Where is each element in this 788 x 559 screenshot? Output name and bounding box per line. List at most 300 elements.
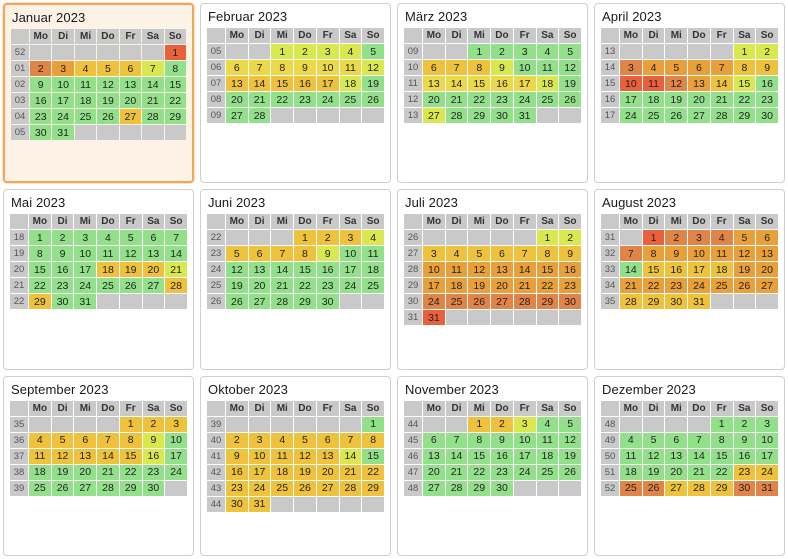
day-cell[interactable]: 27 (143, 278, 165, 293)
day-cell[interactable]: 16 (317, 262, 339, 277)
day-cell[interactable]: 3 (52, 61, 73, 76)
day-cell[interactable]: 7 (97, 433, 119, 448)
day-cell[interactable]: 31 (52, 125, 73, 140)
day-cell[interactable]: 5 (362, 44, 384, 59)
day-cell[interactable]: 9 (491, 60, 513, 75)
day-cell[interactable]: 12 (665, 76, 687, 91)
day-cell[interactable]: 1 (643, 230, 665, 245)
month-card[interactable] (594, 3, 785, 183)
day-cell[interactable]: 26 (643, 481, 665, 496)
day-cell[interactable]: 17 (340, 262, 362, 277)
day-cell[interactable]: 29 (468, 481, 490, 496)
day-cell[interactable]: 2 (52, 230, 74, 245)
day-cell[interactable]: 12 (52, 449, 74, 464)
day-cell[interactable]: 17 (620, 92, 642, 107)
day-cell[interactable]: 30 (317, 294, 339, 309)
day-cell[interactable]: 16 (756, 76, 778, 91)
day-cell[interactable]: 23 (226, 481, 248, 496)
day-cell[interactable]: 17 (688, 262, 710, 277)
day-cell[interactable]: 23 (143, 465, 165, 480)
day-cell[interactable]: 10 (514, 433, 536, 448)
day-cell[interactable]: 4 (29, 433, 51, 448)
day-cell[interactable]: 14 (340, 449, 362, 464)
day-cell[interactable]: 13 (756, 246, 778, 261)
day-cell[interactable]: 20 (756, 262, 778, 277)
day-cell[interactable]: 22 (29, 278, 51, 293)
day-cell[interactable]: 4 (643, 60, 665, 75)
day-cell[interactable]: 27 (423, 108, 445, 123)
day-cell[interactable]: 28 (165, 278, 187, 293)
day-cell[interactable]: 22 (734, 92, 756, 107)
day-cell[interactable]: 30 (665, 294, 687, 309)
day-cell[interactable]: 5 (559, 44, 581, 59)
day-cell[interactable]: 15 (29, 262, 51, 277)
day-cell[interactable]: 18 (340, 76, 362, 91)
day-cell[interactable]: 24 (317, 92, 339, 107)
day-cell[interactable]: 21 (711, 92, 733, 107)
day-cell[interactable]: 8 (711, 433, 733, 448)
month-card[interactable] (594, 189, 785, 369)
day-cell[interactable]: 30 (30, 125, 51, 140)
day-cell[interactable]: 1 (120, 417, 142, 432)
day-cell[interactable]: 15 (468, 76, 490, 91)
day-cell[interactable]: 6 (249, 246, 271, 261)
day-cell[interactable]: 10 (620, 76, 642, 91)
day-cell[interactable]: 29 (165, 109, 186, 124)
day-cell[interactable]: 20 (74, 465, 96, 480)
day-cell[interactable]: 14 (711, 76, 733, 91)
day-cell[interactable]: 9 (226, 449, 248, 464)
day-cell[interactable]: 23 (52, 278, 74, 293)
day-cell[interactable]: 3 (317, 44, 339, 59)
month-card[interactable] (200, 3, 391, 183)
day-cell[interactable]: 14 (688, 449, 710, 464)
day-cell[interactable]: 4 (97, 230, 119, 245)
day-cell[interactable]: 29 (711, 481, 733, 496)
day-cell[interactable]: 28 (340, 481, 362, 496)
month-card[interactable] (200, 189, 391, 369)
day-cell[interactable]: 30 (491, 108, 513, 123)
day-cell[interactable]: 25 (29, 481, 51, 496)
day-cell[interactable]: 25 (537, 92, 559, 107)
day-cell[interactable]: 8 (165, 61, 186, 76)
day-cell[interactable]: 13 (688, 76, 710, 91)
day-cell[interactable]: 27 (249, 294, 271, 309)
day-cell[interactable]: 21 (446, 465, 468, 480)
day-cell[interactable]: 28 (249, 108, 271, 123)
day-cell[interactable]: 31 (688, 294, 710, 309)
day-cell[interactable]: 8 (468, 433, 490, 448)
day-cell[interactable]: 22 (468, 465, 490, 480)
day-cell[interactable]: 15 (165, 77, 186, 92)
day-cell[interactable]: 6 (491, 246, 513, 261)
day-cell[interactable]: 3 (620, 60, 642, 75)
day-cell[interactable]: 1 (468, 44, 490, 59)
month-card[interactable] (3, 3, 194, 183)
day-cell[interactable]: 14 (620, 262, 642, 277)
day-cell[interactable]: 16 (143, 449, 165, 464)
day-cell[interactable]: 25 (643, 108, 665, 123)
day-cell[interactable]: 10 (514, 60, 536, 75)
day-cell[interactable]: 11 (537, 60, 559, 75)
day-cell[interactable]: 25 (446, 294, 468, 309)
day-cell[interactable]: 13 (74, 449, 96, 464)
day-cell[interactable]: 16 (665, 262, 687, 277)
day-cell[interactable]: 1 (29, 230, 51, 245)
day-cell[interactable]: 23 (491, 92, 513, 107)
day-cell[interactable]: 14 (514, 262, 536, 277)
day-cell[interactable]: 17 (165, 449, 187, 464)
day-cell[interactable]: 11 (29, 449, 51, 464)
day-cell[interactable]: 12 (559, 433, 581, 448)
day-cell[interactable]: 20 (423, 465, 445, 480)
day-cell[interactable]: 25 (75, 109, 96, 124)
day-cell[interactable]: 13 (226, 76, 248, 91)
day-cell[interactable]: 18 (75, 93, 96, 108)
day-cell[interactable]: 19 (97, 93, 118, 108)
day-cell[interactable]: 18 (711, 262, 733, 277)
day-cell[interactable]: 10 (688, 246, 710, 261)
day-cell[interactable]: 26 (559, 92, 581, 107)
day-cell[interactable]: 28 (620, 294, 642, 309)
day-cell[interactable]: 14 (249, 76, 271, 91)
day-cell[interactable]: 14 (446, 76, 468, 91)
day-cell[interactable]: 22 (294, 278, 316, 293)
day-cell[interactable]: 1 (468, 417, 490, 432)
day-cell[interactable]: 31 (249, 497, 271, 512)
day-cell[interactable]: 1 (362, 417, 384, 432)
month-card[interactable] (594, 376, 785, 556)
month-card[interactable] (3, 376, 194, 556)
day-cell[interactable]: 11 (711, 246, 733, 261)
day-cell[interactable]: 20 (317, 465, 339, 480)
day-cell[interactable]: 9 (665, 246, 687, 261)
day-cell[interactable]: 30 (734, 481, 756, 496)
day-cell[interactable]: 10 (74, 246, 96, 261)
day-cell[interactable]: 30 (143, 481, 165, 496)
day-cell[interactable]: 16 (30, 93, 51, 108)
month-card[interactable] (397, 189, 588, 369)
day-cell[interactable]: 31 (756, 481, 778, 496)
day-cell[interactable]: 30 (559, 294, 581, 309)
day-cell[interactable]: 11 (620, 449, 642, 464)
day-cell[interactable]: 14 (271, 262, 293, 277)
day-cell[interactable]: 4 (446, 246, 468, 261)
day-cell[interactable]: 20 (423, 92, 445, 107)
day-cell[interactable]: 18 (29, 465, 51, 480)
day-cell[interactable]: 6 (317, 433, 339, 448)
day-cell[interactable]: 7 (446, 433, 468, 448)
day-cell[interactable]: 8 (734, 60, 756, 75)
day-cell[interactable]: 21 (620, 278, 642, 293)
day-cell[interactable]: 25 (620, 481, 642, 496)
day-cell[interactable]: 24 (249, 481, 271, 496)
day-cell[interactable]: 26 (468, 294, 490, 309)
day-cell[interactable]: 12 (643, 449, 665, 464)
day-cell[interactable]: 12 (362, 60, 384, 75)
day-cell[interactable]: 22 (271, 92, 293, 107)
day-cell[interactable]: 13 (423, 449, 445, 464)
day-cell[interactable]: 21 (165, 262, 187, 277)
day-cell[interactable]: 10 (165, 433, 187, 448)
day-cell[interactable]: 20 (491, 278, 513, 293)
day-cell[interactable]: 11 (537, 433, 559, 448)
day-cell[interactable]: 16 (294, 76, 316, 91)
day-cell[interactable]: 6 (423, 433, 445, 448)
day-cell[interactable]: 25 (537, 465, 559, 480)
day-cell[interactable]: 7 (446, 60, 468, 75)
day-cell[interactable]: 3 (340, 230, 362, 245)
day-cell[interactable]: 4 (711, 230, 733, 245)
day-cell[interactable]: 8 (271, 60, 293, 75)
day-cell[interactable]: 12 (97, 77, 118, 92)
day-cell[interactable]: 8 (537, 246, 559, 261)
day-cell[interactable]: 27 (317, 481, 339, 496)
day-cell[interactable]: 21 (142, 93, 163, 108)
day-cell[interactable]: 2 (226, 433, 248, 448)
day-cell[interactable]: 17 (249, 465, 271, 480)
day-cell[interactable]: 9 (756, 60, 778, 75)
day-cell[interactable]: 26 (120, 278, 142, 293)
day-cell[interactable]: 20 (120, 93, 141, 108)
day-cell[interactable]: 5 (97, 61, 118, 76)
day-cell[interactable]: 2 (143, 417, 165, 432)
day-cell[interactable]: 3 (165, 417, 187, 432)
day-cell[interactable]: 16 (491, 76, 513, 91)
day-cell[interactable]: 18 (643, 92, 665, 107)
day-cell[interactable]: 23 (756, 92, 778, 107)
day-cell[interactable]: 26 (362, 92, 384, 107)
day-cell[interactable]: 13 (665, 449, 687, 464)
day-cell[interactable]: 1 (294, 230, 316, 245)
day-cell[interactable]: 5 (468, 246, 490, 261)
day-cell[interactable]: 16 (734, 449, 756, 464)
day-cell[interactable]: 9 (734, 433, 756, 448)
day-cell[interactable]: 16 (226, 465, 248, 480)
day-cell[interactable]: 6 (756, 230, 778, 245)
day-cell[interactable]: 14 (97, 449, 119, 464)
day-cell[interactable]: 2 (294, 44, 316, 59)
day-cell[interactable]: 21 (514, 278, 536, 293)
day-cell[interactable]: 15 (362, 449, 384, 464)
day-cell[interactable]: 29 (120, 481, 142, 496)
day-cell[interactable]: 9 (491, 433, 513, 448)
day-cell[interactable]: 29 (294, 294, 316, 309)
day-cell[interactable]: 8 (643, 246, 665, 261)
day-cell[interactable]: 9 (143, 433, 165, 448)
day-cell[interactable]: 8 (362, 433, 384, 448)
day-cell[interactable]: 21 (340, 465, 362, 480)
day-cell[interactable]: 5 (294, 433, 316, 448)
day-cell[interactable]: 27 (756, 278, 778, 293)
day-cell[interactable]: 19 (643, 465, 665, 480)
day-cell[interactable]: 22 (711, 465, 733, 480)
day-cell[interactable]: 11 (75, 77, 96, 92)
day-cell[interactable]: 10 (423, 262, 445, 277)
day-cell[interactable]: 28 (446, 481, 468, 496)
day-cell[interactable]: 9 (52, 246, 74, 261)
day-cell[interactable]: 16 (559, 262, 581, 277)
day-cell[interactable]: 4 (537, 44, 559, 59)
day-cell[interactable]: 14 (142, 77, 163, 92)
day-cell[interactable]: 3 (423, 246, 445, 261)
day-cell[interactable]: 13 (317, 449, 339, 464)
day-cell[interactable]: 19 (226, 278, 248, 293)
day-cell[interactable]: 1 (537, 230, 559, 245)
day-cell[interactable]: 2 (734, 417, 756, 432)
day-cell[interactable]: 19 (734, 262, 756, 277)
day-cell[interactable]: 20 (143, 262, 165, 277)
day-cell[interactable]: 15 (643, 262, 665, 277)
day-cell[interactable]: 28 (688, 481, 710, 496)
day-cell[interactable]: 11 (271, 449, 293, 464)
day-cell[interactable]: 8 (120, 433, 142, 448)
day-cell[interactable]: 23 (294, 92, 316, 107)
day-cell[interactable]: 17 (423, 278, 445, 293)
day-cell[interactable]: 13 (143, 246, 165, 261)
day-cell[interactable]: 6 (226, 60, 248, 75)
day-cell[interactable]: 10 (249, 449, 271, 464)
day-cell[interactable]: 3 (514, 417, 536, 432)
day-cell[interactable]: 19 (120, 262, 142, 277)
day-cell[interactable]: 17 (52, 93, 73, 108)
day-cell[interactable]: 4 (271, 433, 293, 448)
day-cell[interactable]: 8 (468, 60, 490, 75)
day-cell[interactable]: 27 (120, 109, 141, 124)
day-cell[interactable]: 22 (165, 93, 186, 108)
day-cell[interactable]: 13 (423, 76, 445, 91)
day-cell[interactable]: 1 (734, 44, 756, 59)
day-cell[interactable]: 21 (271, 278, 293, 293)
day-cell[interactable]: 17 (514, 76, 536, 91)
day-cell[interactable]: 18 (271, 465, 293, 480)
day-cell[interactable]: 2 (756, 44, 778, 59)
day-cell[interactable]: 1 (165, 45, 186, 60)
day-cell[interactable]: 9 (294, 60, 316, 75)
day-cell[interactable]: 25 (711, 278, 733, 293)
day-cell[interactable]: 10 (340, 246, 362, 261)
day-cell[interactable]: 28 (711, 108, 733, 123)
day-cell[interactable]: 7 (711, 60, 733, 75)
day-cell[interactable]: 1 (711, 417, 733, 432)
day-cell[interactable]: 6 (423, 60, 445, 75)
day-cell[interactable]: 27 (74, 481, 96, 496)
day-cell[interactable]: 7 (688, 433, 710, 448)
day-cell[interactable]: 24 (165, 465, 187, 480)
day-cell[interactable]: 20 (226, 92, 248, 107)
day-cell[interactable]: 27 (226, 108, 248, 123)
day-cell[interactable]: 27 (491, 294, 513, 309)
day-cell[interactable]: 18 (362, 262, 384, 277)
day-cell[interactable]: 25 (362, 278, 384, 293)
day-cell[interactable]: 2 (317, 230, 339, 245)
day-cell[interactable]: 19 (294, 465, 316, 480)
day-cell[interactable]: 19 (559, 449, 581, 464)
day-cell[interactable]: 19 (362, 76, 384, 91)
day-cell[interactable]: 4 (362, 230, 384, 245)
day-cell[interactable]: 30 (52, 294, 74, 309)
day-cell[interactable]: 25 (97, 278, 119, 293)
day-cell[interactable]: 25 (340, 92, 362, 107)
day-cell[interactable]: 15 (734, 76, 756, 91)
day-cell[interactable]: 2 (491, 417, 513, 432)
day-cell[interactable]: 26 (294, 481, 316, 496)
day-cell[interactable]: 6 (120, 61, 141, 76)
day-cell[interactable]: 17 (317, 76, 339, 91)
day-cell[interactable]: 2 (665, 230, 687, 245)
day-cell[interactable]: 19 (468, 278, 490, 293)
day-cell[interactable]: 24 (52, 109, 73, 124)
day-cell[interactable]: 7 (142, 61, 163, 76)
day-cell[interactable]: 24 (423, 294, 445, 309)
day-cell[interactable]: 26 (559, 465, 581, 480)
day-cell[interactable]: 11 (340, 60, 362, 75)
day-cell[interactable]: 27 (665, 481, 687, 496)
day-cell[interactable]: 5 (52, 433, 74, 448)
day-cell[interactable]: 23 (734, 465, 756, 480)
day-cell[interactable]: 31 (74, 294, 96, 309)
day-cell[interactable]: 26 (665, 108, 687, 123)
day-cell[interactable]: 18 (446, 278, 468, 293)
day-cell[interactable]: 26 (52, 481, 74, 496)
day-cell[interactable]: 29 (643, 294, 665, 309)
day-cell[interactable]: 4 (620, 433, 642, 448)
day-cell[interactable]: 13 (249, 262, 271, 277)
day-cell[interactable]: 22 (362, 465, 384, 480)
day-cell[interactable]: 22 (120, 465, 142, 480)
day-cell[interactable]: 31 (423, 310, 445, 325)
day-cell[interactable]: 18 (537, 449, 559, 464)
day-cell[interactable]: 28 (97, 481, 119, 496)
day-cell[interactable]: 15 (294, 262, 316, 277)
day-cell[interactable]: 26 (97, 109, 118, 124)
day-cell[interactable]: 1 (271, 44, 293, 59)
day-cell[interactable]: 27 (688, 108, 710, 123)
day-cell[interactable]: 6 (688, 60, 710, 75)
day-cell[interactable]: 21 (446, 92, 468, 107)
day-cell[interactable]: 5 (120, 230, 142, 245)
day-cell[interactable]: 15 (468, 449, 490, 464)
day-cell[interactable]: 20 (688, 92, 710, 107)
day-cell[interactable]: 6 (74, 433, 96, 448)
day-cell[interactable]: 5 (643, 433, 665, 448)
month-card[interactable] (200, 376, 391, 556)
day-cell[interactable]: 21 (97, 465, 119, 480)
day-cell[interactable]: 11 (446, 262, 468, 277)
day-cell[interactable]: 11 (362, 246, 384, 261)
day-cell[interactable]: 28 (271, 294, 293, 309)
day-cell[interactable]: 9 (30, 77, 51, 92)
day-cell[interactable]: 4 (340, 44, 362, 59)
day-cell[interactable]: 3 (74, 230, 96, 245)
day-cell[interactable]: 29 (734, 108, 756, 123)
day-cell[interactable]: 30 (756, 108, 778, 123)
day-cell[interactable]: 25 (271, 481, 293, 496)
day-cell[interactable]: 9 (559, 246, 581, 261)
day-cell[interactable]: 7 (514, 246, 536, 261)
day-cell[interactable]: 4 (537, 417, 559, 432)
day-cell[interactable]: 29 (468, 108, 490, 123)
day-cell[interactable]: 8 (294, 246, 316, 261)
day-cell[interactable]: 23 (665, 278, 687, 293)
day-cell[interactable]: 15 (711, 449, 733, 464)
day-cell[interactable]: 20 (665, 465, 687, 480)
day-cell[interactable]: 3 (756, 417, 778, 432)
day-cell[interactable]: 5 (226, 246, 248, 261)
day-cell[interactable]: 16 (52, 262, 74, 277)
day-cell[interactable]: 15 (537, 262, 559, 277)
day-cell[interactable]: 27 (423, 481, 445, 496)
